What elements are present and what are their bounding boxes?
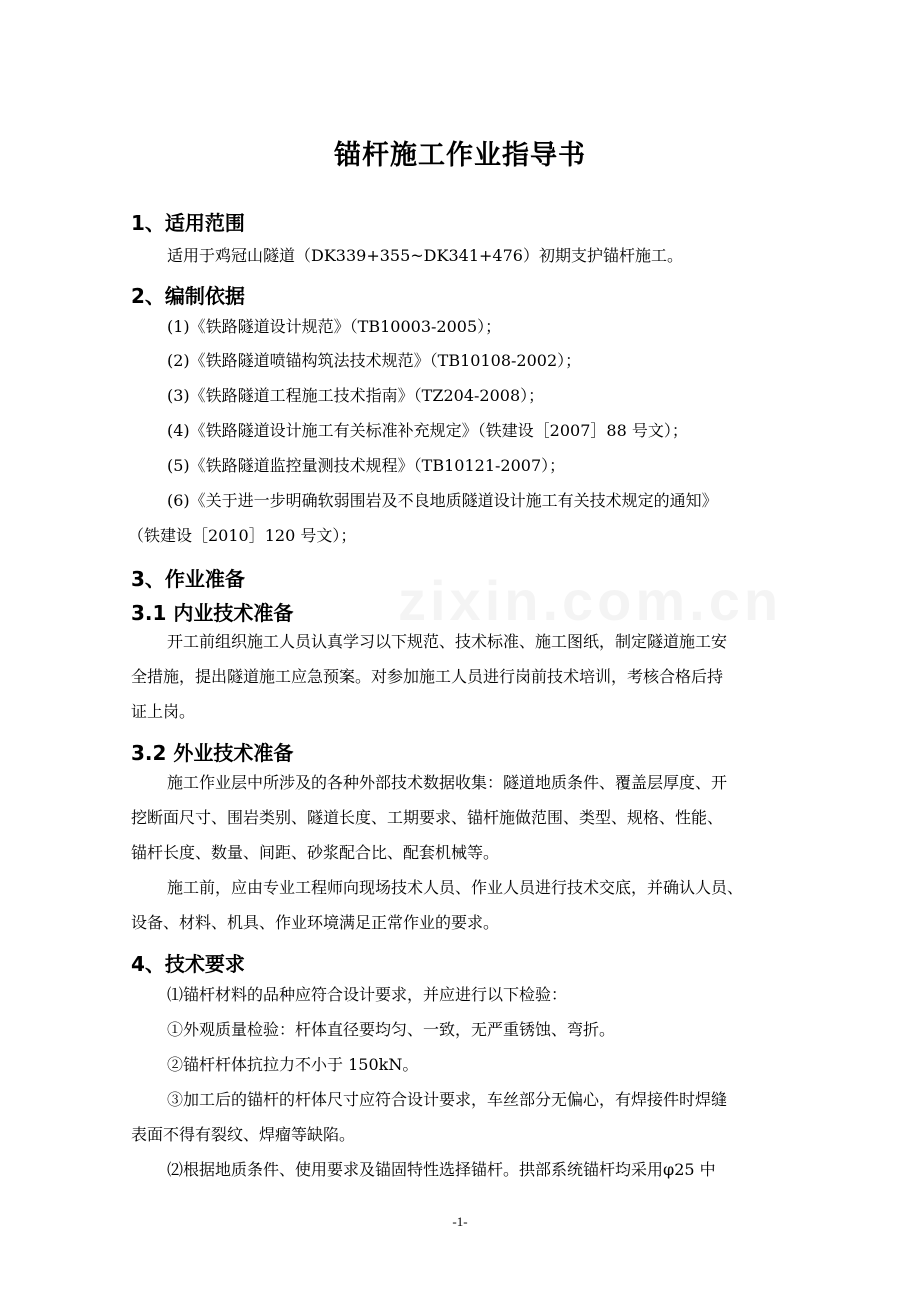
reference-item: (1)《铁路隧道设计规范》（TB10003-2005）； [167, 317, 502, 336]
paragraph-line: ③加工后的锚杆的杆体尺寸应符合设计要求，车丝部分无偏心，有焊接件时焊缝 [167, 1090, 728, 1109]
paragraph-line: ②锚杆杆体抗拉力不小于 150kN。 [167, 1055, 419, 1074]
page-number: -1- [452, 1214, 468, 1229]
document-title: 锚杆施工作业指导书 [334, 140, 586, 171]
reference-item: (5)《铁路隧道监控量测技术规程》（TB10121-2007）； [167, 456, 566, 475]
paragraph-line: 锚杆长度、数量、间距、砂浆配合比、配套机械等。 [131, 843, 500, 862]
paragraph-line: 设备、材料、机具、作业环境满足正常作业的要求。 [131, 913, 500, 932]
paragraph-line: 全措施，提出隧道施工应急预案。对参加施工人员进行岗前技术培训，考核合格后持 [131, 667, 724, 686]
subsection-3-2-heading: 3.2 外业技术准备 [131, 741, 294, 765]
subsection-3-1-heading: 3.1 内业技术准备 [131, 601, 294, 625]
section-1-text: 适用于鸡冠山隧道（DK339+355~DK341+476）初期支护锚杆施工。 [167, 246, 683, 265]
paragraph-line: 表面不得有裂纹、焊瘤等缺陷。 [131, 1125, 356, 1144]
watermark [398, 568, 782, 633]
paragraph-line: ①外观质量检验：杆体直径要均匀、一致，无严重锈蚀、弯折。 [167, 1020, 616, 1039]
paragraph-line: ⑴锚杆材料的品种应符合设计要求，并应进行以下检验： [167, 985, 568, 1004]
paragraph-line: 证上岗。 [131, 702, 196, 721]
section-2-heading: 2、编制依据 [131, 284, 245, 308]
section-4-heading: 4、技术要求 [131, 952, 245, 976]
paragraph-line: 开工前组织施工人员认真学习以下规范、技术标准、施工图纸，制定隧道施工安 [167, 632, 728, 651]
paragraph-line: 施工作业层中所涉及的各种外部技术数据收集：隧道地质条件、覆盖层厚度、开 [167, 773, 728, 792]
section-1-heading: 1、适用范围 [131, 211, 245, 235]
paragraph-line: ⑵根据地质条件、使用要求及锚固特性选择锚杆。拱部系统锚杆均采用φ25 中 [167, 1160, 716, 1179]
paragraph-line: 挖断面尺寸、围岩类别、隧道长度、工期要求、锚杆施做范围、类型、规格、性能、 [131, 808, 724, 827]
reference-item: (2)《铁路隧道喷锚构筑法技术规范》（TB10108-2002）； [167, 351, 582, 370]
reference-item: (4)《铁路隧道设计施工有关标准补充规定》（铁建设［2007］88 号文）； [167, 421, 688, 440]
reference-item-continuation: （铁建设［2010］120 号文）； [128, 526, 357, 545]
reference-item: (3)《铁路隧道工程施工技术指南》（TZ204-2008）； [167, 386, 545, 405]
reference-item: (6)《关于进一步明确软弱围岩及不良地质隧道设计施工有关技术规定的通知》 [167, 491, 718, 510]
paragraph-line: 施工前，应由专业工程师向现场技术人员、作业人员进行技术交底，并确认人员、 [167, 878, 744, 897]
section-3-heading: 3、作业准备 [131, 567, 245, 591]
